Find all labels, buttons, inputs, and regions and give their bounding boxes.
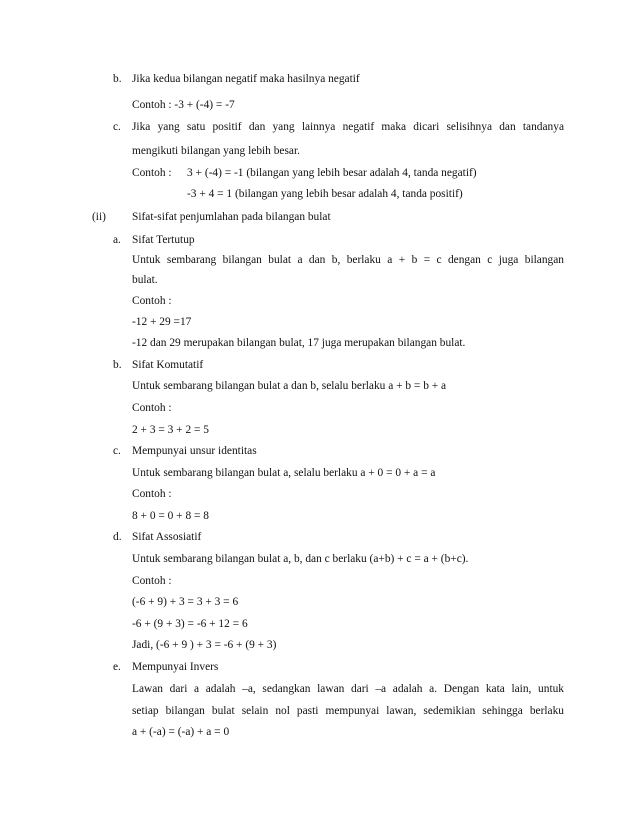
item-a-example-label: Contoh : — [132, 295, 172, 307]
item-a-label: a. — [113, 234, 121, 246]
item-b2-example-line1: 2 + 3 = 3 + 2 = 5 — [132, 424, 209, 436]
item-a-title: Sifat Tertutup — [132, 234, 195, 246]
item-d-title: Sifat Assosiatif — [132, 531, 202, 543]
item-a-example-line1: -12 + 29 =17 — [132, 316, 192, 328]
section-ii-title: Sifat-sifat penjumlahan pada bilangan bulat — [132, 211, 331, 223]
item-a-desc-line1: Untuk sembarang bilangan bulat a dan b, berlaku a + b = c dengan c juga bilangan — [132, 254, 564, 266]
item-b2-example-label: Contoh : — [132, 402, 172, 414]
item-b2-title: Sifat Komutatif — [132, 359, 204, 371]
item-b-label: b. — [113, 73, 122, 85]
item-c-text-line2: mengikuti bilangan yang lebih besar. — [132, 145, 300, 157]
item-b2-label: b. — [113, 359, 122, 371]
section-ii-label: (ii) — [92, 211, 106, 223]
item-c-example-prefix: Contoh : — [132, 167, 172, 179]
item-b-text: Jika kedua bilangan negatif maka hasilnya negatif — [132, 73, 360, 85]
item-c-example-line1: 3 + (-4) = -1 (bilangan yang lebih besar adalah 4, tanda negatif) — [187, 167, 477, 179]
item-d-example-label: Contoh : — [132, 575, 172, 587]
item-e-desc-line2: setiap bilangan bulat selain nol pasti mempunyai lawan, sedemikian sehingga berlaku — [132, 705, 564, 717]
item-b2-desc: Untuk sembarang bilangan bulat a dan b, selalu berlaku a + b = b + a — [132, 380, 447, 392]
item-c-example-line2: -3 + 4 = 1 (bilangan yang lebih besar adalah 4, tanda positif) — [187, 188, 463, 200]
item-d-desc: Untuk sembarang bilangan bulat a, b, dan c berlaku (a+b) + c = a + (b+c). — [132, 553, 469, 565]
item-c2-example-line1: 8 + 0 = 0 + 8 = 8 — [132, 510, 209, 522]
item-b-example: Contoh : -3 + (-4) = -7 — [132, 99, 235, 111]
item-d-example-line3: Jadi, (-6 + 9 ) + 3 = -6 + (9 + 3) — [132, 639, 277, 651]
item-e-title: Mempunyai Invers — [132, 661, 219, 673]
item-c2-desc: Untuk sembarang bilangan bulat a, selalu berlaku a + 0 = 0 + a = a — [132, 467, 436, 479]
item-d-example-line1: (-6 + 9) + 3 = 3 + 3 = 6 — [132, 596, 239, 608]
item-c2-label: c. — [113, 445, 121, 457]
item-e-desc-line3: a + (-a) = (-a) + a = 0 — [132, 726, 230, 738]
item-d-example-line2: -6 + (9 + 3) = -6 + 12 = 6 — [132, 618, 248, 630]
item-c2-example-label: Contoh : — [132, 488, 172, 500]
item-c-label: c. — [113, 121, 121, 133]
item-e-desc-line1: Lawan dari a adalah –a, sedangkan lawan dari –a adalah a. Dengan kata lain, untuk — [132, 683, 564, 695]
item-e-label: e. — [113, 661, 121, 673]
item-c-text-line1: Jika yang satu positif dan yang lainnya negatif maka dicari selisihnya dan tandanya — [132, 121, 564, 133]
item-a-desc-line2: bulat. — [132, 274, 158, 286]
item-a-example-line2: -12 dan 29 merupakan bilangan bulat, 17 juga merupakan bilangan bulat. — [132, 337, 466, 349]
item-d-label: d. — [113, 531, 122, 543]
item-c2-title: Mempunyai unsur identitas — [132, 445, 257, 457]
